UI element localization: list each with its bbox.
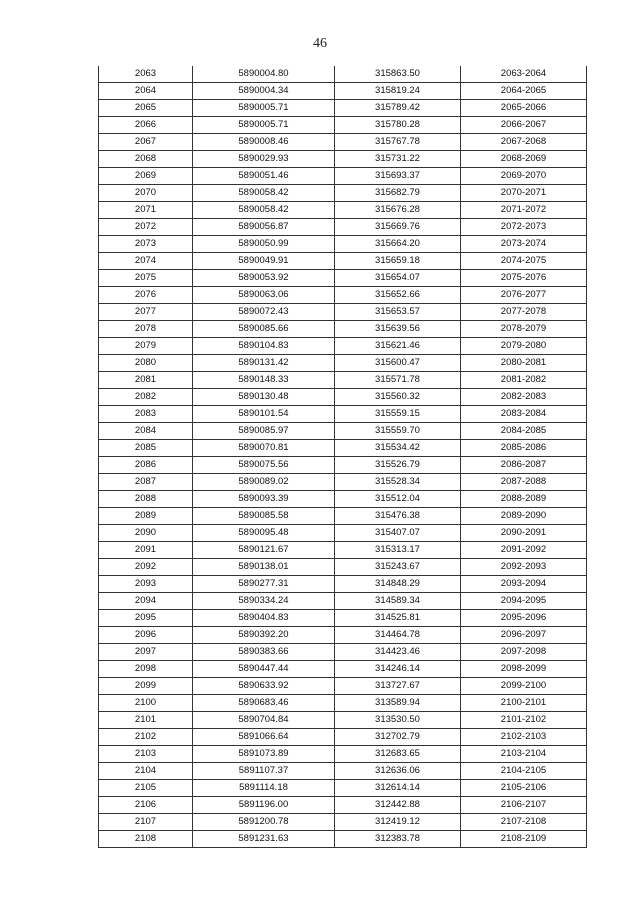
table-row (99, 134, 587, 151)
segment-cell: 2084-2085 (461, 423, 587, 440)
table-row (99, 168, 587, 185)
x-coordinate-cell: 5890447.44 (193, 661, 335, 678)
y-coordinate-cell: 315780.28 (335, 117, 461, 134)
y-coordinate-cell: 315243.67 (335, 559, 461, 576)
point-number-cell: 2070 (99, 185, 193, 202)
point-number-cell: 2101 (99, 712, 193, 729)
y-coordinate-cell: 314848.29 (335, 576, 461, 593)
page-number: 46 (313, 36, 327, 51)
y-coordinate-cell: 315654.07 (335, 270, 461, 287)
table-row (99, 610, 587, 627)
point-number-cell: 2076 (99, 287, 193, 304)
x-coordinate-cell: 5890121.67 (193, 542, 335, 559)
point-number-cell: 2085 (99, 440, 193, 457)
point-number-cell: 2063 (99, 66, 193, 83)
y-coordinate-cell: 314589.34 (335, 593, 461, 610)
x-coordinate-cell: 5890683.46 (193, 695, 335, 712)
x-coordinate-cell: 5891073.89 (193, 746, 335, 763)
point-number-cell: 2104 (99, 763, 193, 780)
x-coordinate-cell: 5890392.20 (193, 627, 335, 644)
segment-cell: 2073-2074 (461, 236, 587, 253)
table-row (99, 797, 587, 814)
table-row (99, 729, 587, 746)
x-coordinate-cell: 5890005.71 (193, 117, 335, 134)
y-coordinate-cell: 312419.12 (335, 814, 461, 831)
y-coordinate-cell: 315560.32 (335, 389, 461, 406)
x-coordinate-cell: 5890058.42 (193, 202, 335, 219)
point-number-cell: 2094 (99, 593, 193, 610)
segment-cell: 2093-2094 (461, 576, 587, 593)
x-coordinate-cell: 5890029.93 (193, 151, 335, 168)
y-coordinate-cell: 315819.24 (335, 83, 461, 100)
segment-cell: 2094-2095 (461, 593, 587, 610)
table-row (99, 389, 587, 406)
y-coordinate-cell: 315571.78 (335, 372, 461, 389)
table-row (99, 593, 587, 610)
point-number-cell: 2092 (99, 559, 193, 576)
table-row (99, 508, 587, 525)
table-row (99, 661, 587, 678)
point-number-cell: 2108 (99, 831, 193, 848)
x-coordinate-cell: 5890101.54 (193, 406, 335, 423)
table-row (99, 474, 587, 491)
point-number-cell: 2091 (99, 542, 193, 559)
segment-cell: 2063-2064 (461, 66, 587, 83)
table-row (99, 576, 587, 593)
point-number-cell: 2081 (99, 372, 193, 389)
x-coordinate-cell: 5890104.83 (193, 338, 335, 355)
table-row (99, 406, 587, 423)
point-number-cell: 2064 (99, 83, 193, 100)
table-row (99, 151, 587, 168)
y-coordinate-cell: 315534.42 (335, 440, 461, 457)
x-coordinate-cell: 5890070.81 (193, 440, 335, 457)
segment-cell: 2072-2073 (461, 219, 587, 236)
x-coordinate-cell: 5890404.83 (193, 610, 335, 627)
table-row (99, 457, 587, 474)
y-coordinate-cell: 315559.70 (335, 423, 461, 440)
segment-cell: 2100-2101 (461, 695, 587, 712)
segment-cell: 2088-2089 (461, 491, 587, 508)
segment-cell: 2082-2083 (461, 389, 587, 406)
segment-cell: 2083-2084 (461, 406, 587, 423)
x-coordinate-cell: 5890093.39 (193, 491, 335, 508)
point-number-cell: 2093 (99, 576, 193, 593)
segment-cell: 2074-2075 (461, 253, 587, 270)
y-coordinate-cell: 315313.17 (335, 542, 461, 559)
segment-cell: 2103-2104 (461, 746, 587, 763)
table-row (99, 491, 587, 508)
x-coordinate-cell: 5890130.48 (193, 389, 335, 406)
x-coordinate-cell: 5890004.80 (193, 66, 335, 83)
point-number-cell: 2077 (99, 304, 193, 321)
y-coordinate-cell: 315528.34 (335, 474, 461, 491)
x-coordinate-cell: 5891114.18 (193, 780, 335, 797)
x-coordinate-cell: 5891107.37 (193, 763, 335, 780)
segment-cell: 2065-2066 (461, 100, 587, 117)
point-number-cell: 2084 (99, 423, 193, 440)
segment-cell: 2067-2068 (461, 134, 587, 151)
y-coordinate-cell: 314423.46 (335, 644, 461, 661)
segment-cell: 2066-2067 (461, 117, 587, 134)
y-coordinate-cell: 315693.37 (335, 168, 461, 185)
segment-cell: 2097-2098 (461, 644, 587, 661)
y-coordinate-cell: 315407.07 (335, 525, 461, 542)
y-coordinate-cell: 312636.06 (335, 763, 461, 780)
x-coordinate-cell: 5890053.92 (193, 270, 335, 287)
point-number-cell: 2105 (99, 780, 193, 797)
point-number-cell: 2065 (99, 100, 193, 117)
point-number-cell: 2074 (99, 253, 193, 270)
table-row (99, 338, 587, 355)
x-coordinate-cell: 5890131.42 (193, 355, 335, 372)
x-coordinate-cell: 5890072.43 (193, 304, 335, 321)
segment-cell: 2078-2079 (461, 321, 587, 338)
point-number-cell: 2066 (99, 117, 193, 134)
table-row (99, 355, 587, 372)
segment-cell: 2069-2070 (461, 168, 587, 185)
segment-cell: 2099-2100 (461, 678, 587, 695)
x-coordinate-cell: 5890148.33 (193, 372, 335, 389)
x-coordinate-cell: 5890138.01 (193, 559, 335, 576)
table-row (99, 117, 587, 134)
segment-cell: 2105-2106 (461, 780, 587, 797)
y-coordinate-cell: 315659.18 (335, 253, 461, 270)
table-row (99, 100, 587, 117)
y-coordinate-cell: 312614.14 (335, 780, 461, 797)
point-number-cell: 2078 (99, 321, 193, 338)
table-row (99, 83, 587, 100)
table-row (99, 287, 587, 304)
point-number-cell: 2067 (99, 134, 193, 151)
point-number-cell: 2068 (99, 151, 193, 168)
y-coordinate-cell: 315669.76 (335, 219, 461, 236)
table-row (99, 746, 587, 763)
x-coordinate-cell: 5890633.92 (193, 678, 335, 695)
y-coordinate-cell: 315863.50 (335, 66, 461, 83)
table-row (99, 780, 587, 797)
x-coordinate-cell: 5890085.66 (193, 321, 335, 338)
point-number-cell: 2071 (99, 202, 193, 219)
segment-cell: 2089-2090 (461, 508, 587, 525)
x-coordinate-cell: 5890056.87 (193, 219, 335, 236)
table-row (99, 831, 587, 848)
segment-cell: 2096-2097 (461, 627, 587, 644)
table-row (99, 542, 587, 559)
y-coordinate-cell: 314525.81 (335, 610, 461, 627)
y-coordinate-cell: 314246.14 (335, 661, 461, 678)
y-coordinate-cell: 314464.78 (335, 627, 461, 644)
segment-cell: 2079-2080 (461, 338, 587, 355)
point-number-cell: 2073 (99, 236, 193, 253)
table-row (99, 304, 587, 321)
point-number-cell: 2095 (99, 610, 193, 627)
point-number-cell: 2102 (99, 729, 193, 746)
x-coordinate-cell: 5890383.66 (193, 644, 335, 661)
x-coordinate-cell: 5890085.97 (193, 423, 335, 440)
segment-cell: 2076-2077 (461, 287, 587, 304)
y-coordinate-cell: 315676.28 (335, 202, 461, 219)
point-number-cell: 2087 (99, 474, 193, 491)
point-number-cell: 2090 (99, 525, 193, 542)
segment-cell: 2077-2078 (461, 304, 587, 321)
table-row (99, 525, 587, 542)
table-row (99, 695, 587, 712)
table-row (99, 270, 587, 287)
point-number-cell: 2106 (99, 797, 193, 814)
x-coordinate-cell: 5890008.46 (193, 134, 335, 151)
table-row (99, 814, 587, 831)
y-coordinate-cell: 315639.56 (335, 321, 461, 338)
coordinates-table (98, 66, 587, 848)
point-number-cell: 2072 (99, 219, 193, 236)
segment-cell: 2085-2086 (461, 440, 587, 457)
x-coordinate-cell: 5891066.64 (193, 729, 335, 746)
segment-cell: 2098-2099 (461, 661, 587, 678)
segment-cell: 2068-2069 (461, 151, 587, 168)
segment-cell: 2102-2103 (461, 729, 587, 746)
x-coordinate-cell: 5890049.91 (193, 253, 335, 270)
y-coordinate-cell: 312683.65 (335, 746, 461, 763)
y-coordinate-cell: 315476.38 (335, 508, 461, 525)
table-row (99, 219, 587, 236)
y-coordinate-cell: 315682.79 (335, 185, 461, 202)
segment-cell: 2104-2105 (461, 763, 587, 780)
y-coordinate-cell: 315526.79 (335, 457, 461, 474)
point-number-cell: 2080 (99, 355, 193, 372)
y-coordinate-cell: 312442.88 (335, 797, 461, 814)
table-row (99, 66, 587, 83)
x-coordinate-cell: 5890004.34 (193, 83, 335, 100)
table-row (99, 440, 587, 457)
table-row (99, 372, 587, 389)
x-coordinate-cell: 5891196.00 (193, 797, 335, 814)
point-number-cell: 2099 (99, 678, 193, 695)
x-coordinate-cell: 5890085.58 (193, 508, 335, 525)
x-coordinate-cell: 5890277.31 (193, 576, 335, 593)
y-coordinate-cell: 315559.15 (335, 406, 461, 423)
x-coordinate-cell: 5890051.46 (193, 168, 335, 185)
segment-cell: 2107-2108 (461, 814, 587, 831)
y-coordinate-cell: 315789.42 (335, 100, 461, 117)
table-row (99, 321, 587, 338)
segment-cell: 2070-2071 (461, 185, 587, 202)
segment-cell: 2075-2076 (461, 270, 587, 287)
table-row (99, 763, 587, 780)
y-coordinate-cell: 315767.78 (335, 134, 461, 151)
y-coordinate-cell: 315731.22 (335, 151, 461, 168)
point-number-cell: 2100 (99, 695, 193, 712)
y-coordinate-cell: 315652.66 (335, 287, 461, 304)
y-coordinate-cell: 315600.47 (335, 355, 461, 372)
x-coordinate-cell: 5890334.24 (193, 593, 335, 610)
y-coordinate-cell: 312383.78 (335, 831, 461, 848)
y-coordinate-cell: 315512.04 (335, 491, 461, 508)
y-coordinate-cell: 315653.57 (335, 304, 461, 321)
point-number-cell: 2075 (99, 270, 193, 287)
y-coordinate-cell: 313727.67 (335, 678, 461, 695)
y-coordinate-cell: 313530.50 (335, 712, 461, 729)
x-coordinate-cell: 5890050.99 (193, 236, 335, 253)
segment-cell: 2064-2065 (461, 83, 587, 100)
point-number-cell: 2107 (99, 814, 193, 831)
y-coordinate-cell: 315621.46 (335, 338, 461, 355)
x-coordinate-cell: 5890005.71 (193, 100, 335, 117)
table-row (99, 185, 587, 202)
x-coordinate-cell: 5890063.06 (193, 287, 335, 304)
table-row (99, 236, 587, 253)
x-coordinate-cell: 5890075.56 (193, 457, 335, 474)
point-number-cell: 2088 (99, 491, 193, 508)
point-number-cell: 2096 (99, 627, 193, 644)
table-row (99, 559, 587, 576)
y-coordinate-cell: 313589.94 (335, 695, 461, 712)
segment-cell: 2091-2092 (461, 542, 587, 559)
coordinates-table-body (99, 66, 587, 848)
point-number-cell: 2098 (99, 661, 193, 678)
segment-cell: 2106-2107 (461, 797, 587, 814)
x-coordinate-cell: 5891231.63 (193, 831, 335, 848)
x-coordinate-cell: 5890704.84 (193, 712, 335, 729)
segment-cell: 2087-2088 (461, 474, 587, 491)
point-number-cell: 2103 (99, 746, 193, 763)
y-coordinate-cell: 315664.20 (335, 236, 461, 253)
x-coordinate-cell: 5890095.48 (193, 525, 335, 542)
point-number-cell: 2079 (99, 338, 193, 355)
segment-cell: 2095-2096 (461, 610, 587, 627)
point-number-cell: 2082 (99, 389, 193, 406)
point-number-cell: 2086 (99, 457, 193, 474)
table-row (99, 678, 587, 695)
segment-cell: 2090-2091 (461, 525, 587, 542)
segment-cell: 2081-2082 (461, 372, 587, 389)
y-coordinate-cell: 312702.79 (335, 729, 461, 746)
segment-cell: 2086-2087 (461, 457, 587, 474)
segment-cell: 2092-2093 (461, 559, 587, 576)
x-coordinate-cell: 5890089.02 (193, 474, 335, 491)
x-coordinate-cell: 5890058.42 (193, 185, 335, 202)
table-row (99, 202, 587, 219)
table-row (99, 712, 587, 729)
point-number-cell: 2089 (99, 508, 193, 525)
point-number-cell: 2069 (99, 168, 193, 185)
segment-cell: 2108-2109 (461, 831, 587, 848)
table-row (99, 253, 587, 270)
table-row (99, 644, 587, 661)
point-number-cell: 2083 (99, 406, 193, 423)
table-row (99, 627, 587, 644)
segment-cell: 2071-2072 (461, 202, 587, 219)
x-coordinate-cell: 5891200.78 (193, 814, 335, 831)
point-number-cell: 2097 (99, 644, 193, 661)
segment-cell: 2101-2102 (461, 712, 587, 729)
table-row (99, 423, 587, 440)
segment-cell: 2080-2081 (461, 355, 587, 372)
